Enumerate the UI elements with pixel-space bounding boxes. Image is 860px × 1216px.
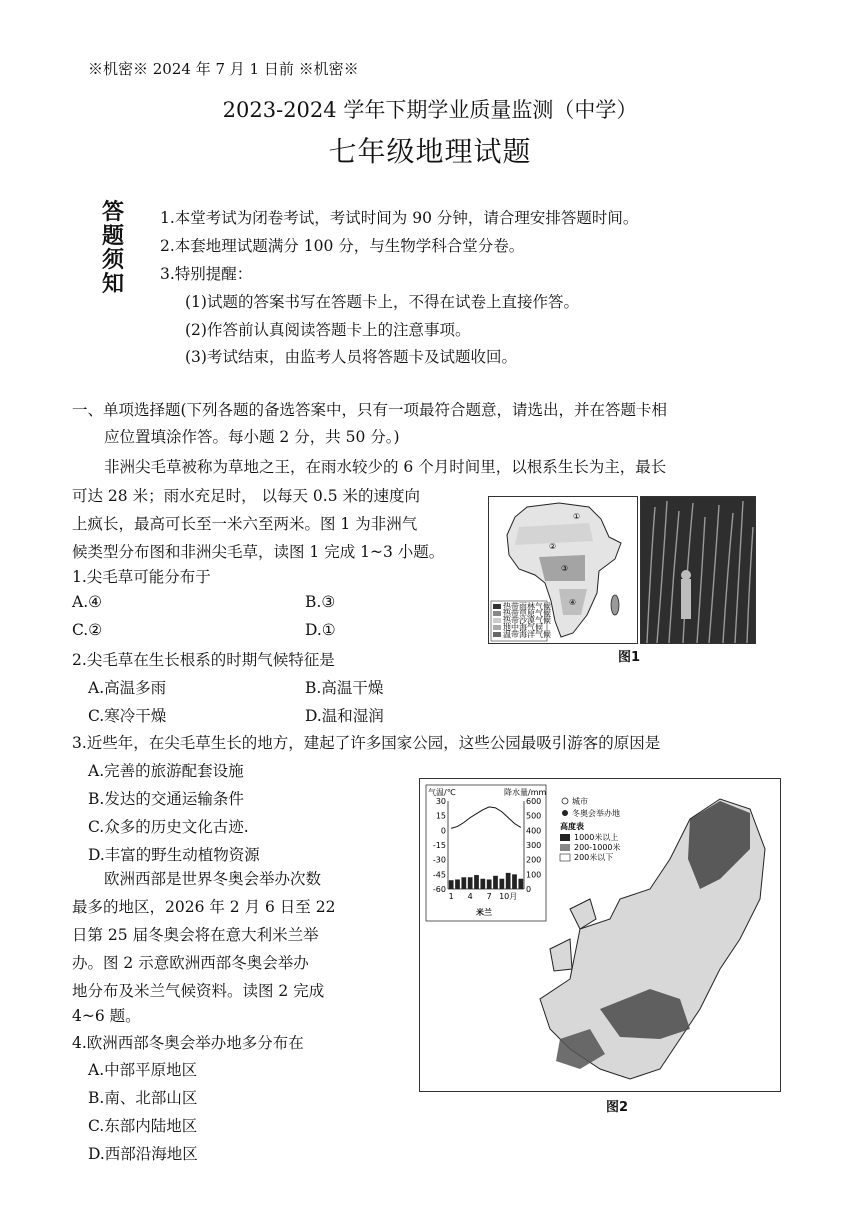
option-d: D.① bbox=[305, 621, 336, 639]
precip-bar bbox=[512, 874, 517, 889]
option-c: C.寒冷干燥 bbox=[88, 707, 167, 725]
question-stem: 1.尖毛草可能分布于 bbox=[72, 568, 211, 586]
option-b: B.发达的交通运输条件 bbox=[88, 790, 244, 808]
notice-char: 题 bbox=[101, 223, 124, 249]
passage-line: 日第 25 届冬奥会将在意大利米兰举 bbox=[72, 926, 319, 944]
svg-text:200-1000米: 200-1000米 bbox=[574, 843, 621, 852]
notice-rule: 1.本堂考试为闭卷考试，考试时间为 90 分钟，请合理安排答题时间。 bbox=[160, 209, 639, 227]
precip-bar bbox=[493, 876, 498, 889]
option-d: D.丰富的野生动植物资源 bbox=[88, 846, 260, 864]
europe-legend bbox=[560, 796, 621, 862]
notice-char: 知 bbox=[101, 271, 124, 297]
left-tick-label: 0 bbox=[440, 826, 446, 836]
right-tick-label: 600 bbox=[526, 797, 542, 806]
option-a: A.④ bbox=[72, 593, 103, 611]
question-stem: 2.尖毛草在生长根系的时期气候特征是 bbox=[72, 651, 335, 669]
map-legend bbox=[491, 601, 551, 641]
question-stem: 3.近些年，在尖毛草生长的地方，建起了许多国家公园，这些公园最吸引游客的原因是 bbox=[72, 734, 661, 752]
svg-text:热带草原气候: 热带草原气候 bbox=[503, 609, 551, 618]
chart-city-label: 米兰 bbox=[476, 908, 492, 917]
precip-bar bbox=[487, 879, 492, 889]
precip-bar bbox=[506, 873, 511, 889]
exam-title: 2023-2024 学年下期学业质量监测（中学） bbox=[222, 98, 638, 122]
passage-line: 4~6 题。 bbox=[72, 1007, 141, 1025]
right-tick-label: 200 bbox=[526, 855, 542, 865]
map-marker: ④ bbox=[569, 598, 577, 607]
option-a: A.中部平原地区 bbox=[88, 1061, 198, 1079]
option-d: D.西部沿海地区 bbox=[88, 1145, 198, 1163]
europe-map-svg bbox=[420, 779, 780, 1091]
notice-rule: 3.特别提醒： bbox=[160, 265, 253, 283]
notice-label bbox=[98, 200, 128, 296]
precip-bar bbox=[455, 879, 460, 889]
map-marker: ② bbox=[549, 542, 557, 551]
left-tick-label: 15 bbox=[435, 811, 446, 821]
precip-bar bbox=[474, 875, 479, 889]
map-marker: ③ bbox=[561, 564, 569, 573]
notice-rule: 2.本套地理试题满分 100 分，与生物学科合堂分卷。 bbox=[160, 237, 525, 255]
subject-title: 七年级地理试题 bbox=[328, 135, 532, 168]
svg-text:热带沙漠气候: 热带沙漠气候 bbox=[503, 616, 551, 625]
precip-bar bbox=[461, 877, 466, 889]
x-tick-label: 1 bbox=[448, 892, 454, 901]
notice-char: 须 bbox=[101, 247, 124, 273]
grass-photo bbox=[640, 496, 756, 644]
right-tick-label: 100 bbox=[526, 870, 542, 880]
x-tick-label: 7 bbox=[486, 892, 492, 901]
passage-line: 地分布及米兰气候资料。读图 2 完成 bbox=[72, 982, 325, 1000]
passage-line: 上疯长，最高可长至一米六至两米。图 1 为非洲气 bbox=[72, 515, 418, 533]
notice-rule: (3)考试结束，由监考人员将答题卡及试题收回。 bbox=[185, 348, 517, 366]
passage-line: 可达 28 米；雨水充足时， 以每天 0.5 米的速度向 bbox=[72, 487, 421, 505]
passage-line: 欧洲西部是世界冬奥会举办次数 bbox=[104, 870, 322, 888]
figure2-caption: 图2 bbox=[606, 1100, 629, 1115]
africa-map-svg bbox=[489, 497, 637, 643]
precip-bar bbox=[518, 879, 523, 889]
section-heading-cont: 应位置填涂作答。每小题 2 分，共 50 分。) bbox=[104, 428, 400, 446]
left-tick-label: -15 bbox=[432, 841, 446, 850]
option-b: B.高温干燥 bbox=[305, 679, 384, 697]
africa-climate-map bbox=[488, 496, 638, 644]
svg-text:200米以下: 200米以下 bbox=[574, 853, 614, 862]
section-heading: 一、单项选择题(下列各题的备选答案中，只有一项最符合题意，请选出，并在答题卡相 bbox=[72, 401, 668, 419]
left-tick-label: -60 bbox=[432, 885, 446, 894]
chart-right-axis-label: 降水量/mm bbox=[504, 788, 547, 797]
svg-text:热带雨林气候: 热带雨林气候 bbox=[503, 602, 551, 611]
option-c: C.② bbox=[72, 621, 103, 639]
svg-text:冬奥会举办地: 冬奥会举办地 bbox=[572, 809, 620, 818]
figure1-caption: 图1 bbox=[618, 650, 641, 665]
chart-left-axis-label: 气温/℃ bbox=[428, 788, 456, 797]
option-d: D.温和湿润 bbox=[305, 707, 384, 725]
svg-text:地中海气候: 地中海气候 bbox=[503, 623, 543, 632]
left-tick-label: -45 bbox=[432, 870, 446, 880]
passage-line: 非洲尖毛草被称为草地之王，在雨水较少的 6 个月时间里，以根系生长为主，最长 bbox=[104, 458, 667, 476]
x-tick-label: 4 bbox=[467, 892, 473, 901]
option-c: C.东部内陆地区 bbox=[88, 1117, 198, 1135]
option-b: B.③ bbox=[305, 593, 336, 611]
option-b: B.南、北部山区 bbox=[88, 1089, 198, 1107]
svg-text:城市: 城市 bbox=[572, 797, 588, 806]
europe-map bbox=[419, 778, 781, 1092]
grass-photo-svg bbox=[641, 497, 755, 643]
right-tick-label: 400 bbox=[526, 826, 542, 836]
notice-rule: (2)作答前认真阅读答题卡上的注意事项。 bbox=[185, 321, 471, 339]
precip-bar bbox=[480, 879, 485, 889]
option-c: C.众多的历史文化古迹. bbox=[88, 818, 249, 836]
left-tick-label: 30 bbox=[435, 797, 446, 806]
option-a: A.高温多雨 bbox=[88, 679, 167, 697]
passage-line: 办。图 2 示意欧洲西部冬奥会举办 bbox=[72, 954, 309, 972]
precip-bar bbox=[449, 880, 454, 889]
x-tick-label: 10月 bbox=[499, 892, 518, 901]
option-a: A.完善的旅游配套设施 bbox=[88, 762, 244, 780]
svg-text:1000米以上: 1000米以上 bbox=[574, 833, 619, 842]
precip-bar bbox=[468, 877, 473, 889]
right-tick-label: 500 bbox=[526, 811, 542, 821]
passage-line: 候类型分布图和非洲尖毛草，读图 1 完成 1~3 小题。 bbox=[72, 543, 445, 561]
passage-line: 最多的地区，2026 年 2 月 6 日至 22 bbox=[72, 898, 336, 916]
left-tick-label: -30 bbox=[432, 855, 446, 865]
right-tick-label: 300 bbox=[526, 841, 542, 850]
notice-rule: (1)试题的答案书写在答题卡上，不得在试卷上直接作答。 bbox=[185, 293, 579, 311]
svg-text:高度表: 高度表 bbox=[560, 822, 584, 831]
precip-bar bbox=[499, 879, 504, 889]
question-stem: 4.欧洲西部冬奥会举办地多分布在 bbox=[72, 1034, 304, 1052]
notice-char: 答 bbox=[101, 199, 124, 225]
svg-text:温带海洋气候: 温带海洋气候 bbox=[503, 630, 551, 639]
map-marker: ① bbox=[573, 512, 581, 521]
right-tick-label: 0 bbox=[526, 885, 532, 894]
confidential-line: ※机密※ 2024 年 7 月 1 日前 ※机密※ bbox=[88, 60, 359, 78]
